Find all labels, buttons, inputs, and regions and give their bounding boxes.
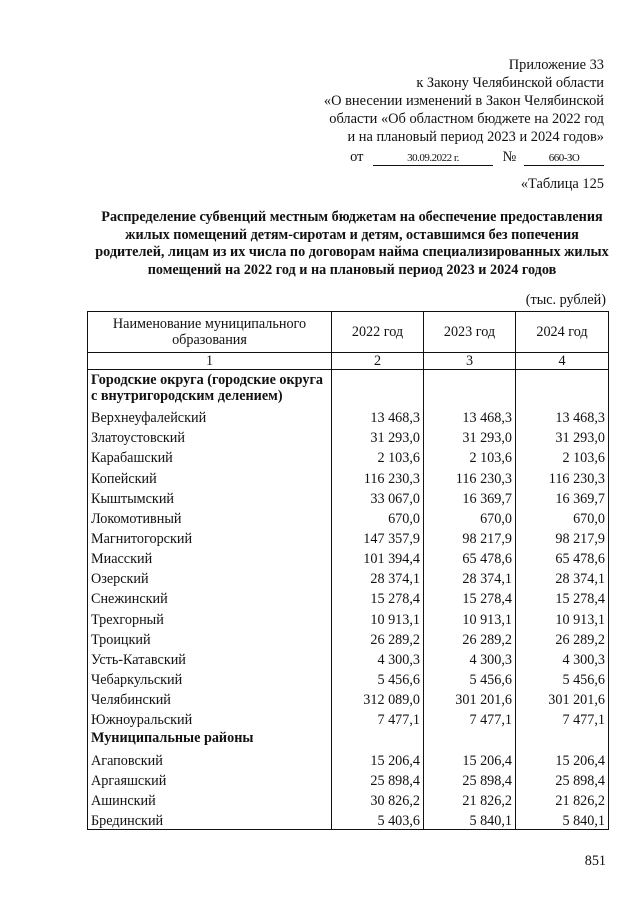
table-row: [88, 809, 609, 830]
municipality-name: Южноуральский: [88, 708, 332, 728]
value-2022: 28 374,1: [332, 567, 424, 587]
value-2022: 5 403,6: [332, 809, 424, 830]
value-2023: 28 374,1: [424, 567, 516, 587]
value-2022: 2 103,6: [332, 446, 424, 466]
section-title-municipal-districts: Муниципальные районы: [88, 728, 332, 748]
column-number-row: [88, 353, 609, 370]
municipality-name: Копейский: [88, 466, 332, 486]
units-label: (тыс. рублей): [525, 292, 606, 308]
value-2022: 7 477,1: [332, 708, 424, 728]
document-title: Распределение субвенций местным бюджетам на обеспечение предоставления жилых помещений детям-сиротам и детям, оставшимся без попечения родителей, лицам из их числа по договорам найма специализированных жилых помещений на 2022 год и на плановый период 2023 и 2024 годов: [95, 209, 609, 278]
table-row: [88, 748, 609, 768]
value-2023: 21 826,2: [424, 789, 516, 809]
appendix-line: области «Об областном бюджете на 2022 год: [329, 111, 604, 127]
value-2022: 101 394,4: [332, 547, 424, 567]
value-2022: 10 913,1: [332, 607, 424, 627]
table-row: [88, 406, 609, 426]
table-row: [88, 426, 609, 446]
municipality-name: Златоустовский: [88, 426, 332, 446]
municipality-name: Чебаркульский: [88, 668, 332, 688]
value-2024: 21 826,2: [516, 789, 609, 809]
value-2022: 30 826,2: [332, 789, 424, 809]
value-2023: 98 217,9: [424, 527, 516, 547]
law-date-number-line: [324, 148, 604, 166]
value-2023: 5 456,6: [424, 668, 516, 688]
municipality-name: Верхнеуфалейский: [88, 406, 332, 426]
value-2022: 15 278,4: [332, 587, 424, 607]
municipality-name: Снежинский: [88, 587, 332, 607]
value-2024: 65 478,6: [516, 547, 609, 567]
value-2024: 15 206,4: [516, 748, 609, 768]
value-2023: 5 840,1: [424, 809, 516, 830]
value-2022: 25 898,4: [332, 769, 424, 789]
value-2024: 98 217,9: [516, 527, 609, 547]
municipality-name: Челябинский: [88, 688, 332, 708]
value-2024: 25 898,4: [516, 769, 609, 789]
column-header-2024: 2024 год: [516, 312, 609, 353]
value-2022: 312 089,0: [332, 688, 424, 708]
empty-cell: [332, 370, 424, 407]
appendix-line: к Закону Челябинской области: [416, 75, 604, 91]
value-2024: 10 913,1: [516, 607, 609, 627]
table-row: [88, 628, 609, 648]
value-2023: 16 369,7: [424, 487, 516, 507]
appendix-line: «О внесении изменений в Закон Челябинской: [323, 93, 604, 109]
municipality-name: Брединский: [88, 809, 332, 830]
value-2024: 15 278,4: [516, 587, 609, 607]
municipality-name: Озерский: [88, 567, 332, 587]
section-title-urban-districts: Городские округа (городские округа с внутригородским делением): [88, 370, 332, 407]
table-header-row: [88, 312, 609, 353]
value-2022: 33 067,0: [332, 487, 424, 507]
table-row: [88, 587, 609, 607]
table-row: [88, 446, 609, 466]
value-2024: 26 289,2: [516, 628, 609, 648]
table-row: [88, 567, 609, 587]
value-2023: 15 278,4: [424, 587, 516, 607]
table-row: [88, 648, 609, 668]
column-number: 4: [516, 353, 609, 370]
column-number: 2: [332, 353, 424, 370]
table-row: [88, 668, 609, 688]
value-2022: 31 293,0: [332, 426, 424, 446]
municipality-name: Аргаяшский: [88, 769, 332, 789]
table-row: [88, 487, 609, 507]
value-2023: 31 293,0: [424, 426, 516, 446]
municipality-name: Агаповский: [88, 748, 332, 768]
municipality-name: Миасский: [88, 547, 332, 567]
value-2024: 16 369,7: [516, 487, 609, 507]
value-2023: 26 289,2: [424, 628, 516, 648]
number-sign: №: [502, 149, 517, 165]
value-2022: 5 456,6: [332, 668, 424, 688]
value-2023: 25 898,4: [424, 769, 516, 789]
municipality-name: Троицкий: [88, 628, 332, 648]
value-2022: 116 230,3: [332, 466, 424, 486]
value-2023: 65 478,6: [424, 547, 516, 567]
value-2023: 10 913,1: [424, 607, 516, 627]
table-row: [88, 527, 609, 547]
column-header-name: Наименование муниципального образования: [88, 312, 332, 353]
appendix-line: и на плановый период 2023 и 2024 годов»: [347, 129, 604, 145]
value-2024: 2 103,6: [516, 446, 609, 466]
value-2024: 4 300,3: [516, 648, 609, 668]
section-header-row: [88, 728, 609, 748]
empty-cell: [424, 370, 516, 407]
empty-cell: [332, 728, 424, 748]
table-row: [88, 789, 609, 809]
empty-cell: [516, 728, 609, 748]
value-2023: 2 103,6: [424, 446, 516, 466]
table-row: [88, 466, 609, 486]
subventions-table: [87, 311, 609, 830]
value-2024: 5 456,6: [516, 668, 609, 688]
value-2023: 7 477,1: [424, 708, 516, 728]
value-2024: 670,0: [516, 507, 609, 527]
value-2024: 7 477,1: [516, 708, 609, 728]
value-2022: 4 300,3: [332, 648, 424, 668]
value-2024: 28 374,1: [516, 567, 609, 587]
value-2022: 26 289,2: [332, 628, 424, 648]
column-number: 1: [88, 353, 332, 370]
value-2023: 670,0: [424, 507, 516, 527]
page-number: 851: [584, 853, 606, 869]
from-label: от: [350, 149, 364, 165]
value-2023: 13 468,3: [424, 406, 516, 426]
municipality-name: Магнитогорский: [88, 527, 332, 547]
empty-cell: [424, 728, 516, 748]
table-row: [88, 507, 609, 527]
value-2022: 147 357,9: [332, 527, 424, 547]
table-row: [88, 769, 609, 789]
value-2024: 116 230,3: [516, 466, 609, 486]
column-header-2022: 2022 год: [332, 312, 424, 353]
law-date: 30.09.2022 г.: [373, 151, 493, 166]
municipality-name: Ашинский: [88, 789, 332, 809]
table-row: [88, 607, 609, 627]
municipality-name: Трехгорный: [88, 607, 332, 627]
table-row: [88, 708, 609, 728]
appendix-line: Приложение 33: [508, 57, 604, 73]
table-reference: «Таблица 125: [520, 176, 604, 192]
value-2024: 13 468,3: [516, 406, 609, 426]
appendix-header: [324, 56, 604, 166]
value-2022: 13 468,3: [332, 406, 424, 426]
municipality-name: Усть-Катавский: [88, 648, 332, 668]
value-2023: 116 230,3: [424, 466, 516, 486]
value-2023: 301 201,6: [424, 688, 516, 708]
municipality-name: Карабашский: [88, 446, 332, 466]
value-2024: 5 840,1: [516, 809, 609, 830]
column-header-2023: 2023 год: [424, 312, 516, 353]
law-number: 660-ЗО: [524, 151, 604, 166]
value-2023: 4 300,3: [424, 648, 516, 668]
table-row: [88, 547, 609, 567]
column-number: 3: [424, 353, 516, 370]
empty-cell: [516, 370, 609, 407]
value-2024: 31 293,0: [516, 426, 609, 446]
section-header-row: [88, 370, 609, 407]
value-2023: 15 206,4: [424, 748, 516, 768]
value-2024: 301 201,6: [516, 688, 609, 708]
municipality-name: Локомотивный: [88, 507, 332, 527]
table-row: [88, 688, 609, 708]
value-2022: 670,0: [332, 507, 424, 527]
value-2022: 15 206,4: [332, 748, 424, 768]
municipality-name: Кыштымский: [88, 487, 332, 507]
